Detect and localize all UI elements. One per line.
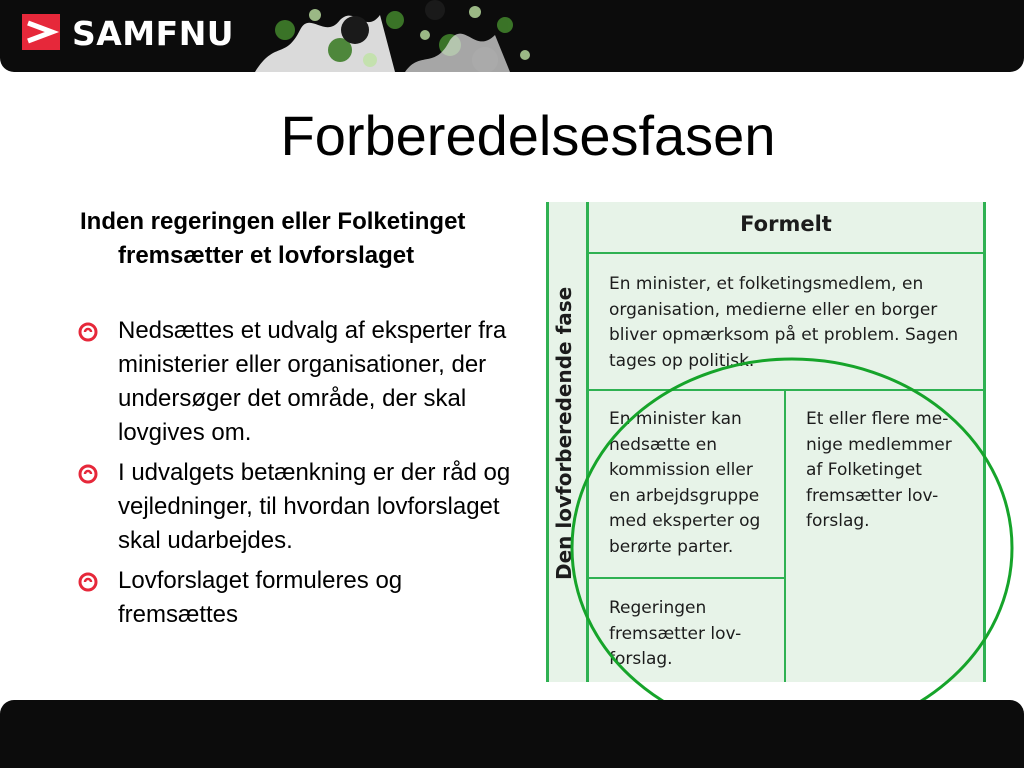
figure-divider-middle (784, 389, 786, 682)
slide-title: Forberedelsesfasen (280, 104, 776, 167)
bullet-list (78, 314, 518, 638)
bullet-item (78, 456, 518, 558)
figure-border-left (546, 202, 549, 682)
lead-paragraph: Inden regeringen eller Folketinget fremsætter et lovforslaget (80, 208, 466, 269)
figure-divider-label (586, 202, 589, 682)
figure-divider-header (586, 252, 986, 254)
bullet-item (78, 564, 518, 632)
logo-arrow-icon (22, 14, 60, 50)
swirl-bullet-icon (78, 322, 98, 342)
swirl-bullet-icon (78, 572, 98, 592)
figure-cell-top: En minister, et folketingsmedlem, en organisation, medierne eller en borger bliver opmærksom på et problem. Sagen tages op politisk. (609, 274, 959, 371)
swirl-bullet-icon (78, 464, 98, 484)
figure-cell-left-bottom: Regeringen fremsætter lov- forslag. (609, 598, 742, 669)
footer-bar (0, 700, 1024, 768)
header-bar (0, 0, 1024, 72)
figure-cell-left-middle: En minister kan nedsætte en kommission eller en arbejdsgruppe med eksperter og berørte parter. (609, 409, 761, 557)
figure-header-cell: Formelt (740, 212, 832, 236)
bullet-item (78, 314, 518, 450)
figure-divider-top (586, 389, 986, 391)
bullet-text: Lovforslaget formuleres og fremsættes (118, 567, 403, 628)
figure-border-right (983, 202, 986, 682)
figure-cell-right-middle: Et eller flere me- nige medlemmer af Folketinget fremsætter lov- forslag. (806, 409, 952, 531)
figure-divider-bottom (586, 577, 786, 579)
header-decoration-image (245, 0, 545, 72)
bullet-text: I udvalgets betænkning er der råd og vejledninger, til hvordan lovforslaget skal udarbejdes. (118, 459, 511, 554)
logo-text: SAMFNU (72, 14, 235, 53)
legislative-phase-figure: Den lovforberedende fase Formelt En minister, et folketingsmedlem, en organisation, medierne eller en borger bliver opmærksom på et problem. Sagen tages op politisk. En minister kan nedsætte en kommission eller en arbejdsgruppe med eksperter og berørte parter. Et eller flere me- nige medlemmer af Folketinget fremsætter lov- forslag. Regeringen fremsætter lov- forslag. (546, 202, 986, 682)
bullet-text: Nedsættes et udvalg af eksperter fra ministerier eller organisationer, der undersøger det område, der skal lovgives om. (118, 317, 507, 446)
